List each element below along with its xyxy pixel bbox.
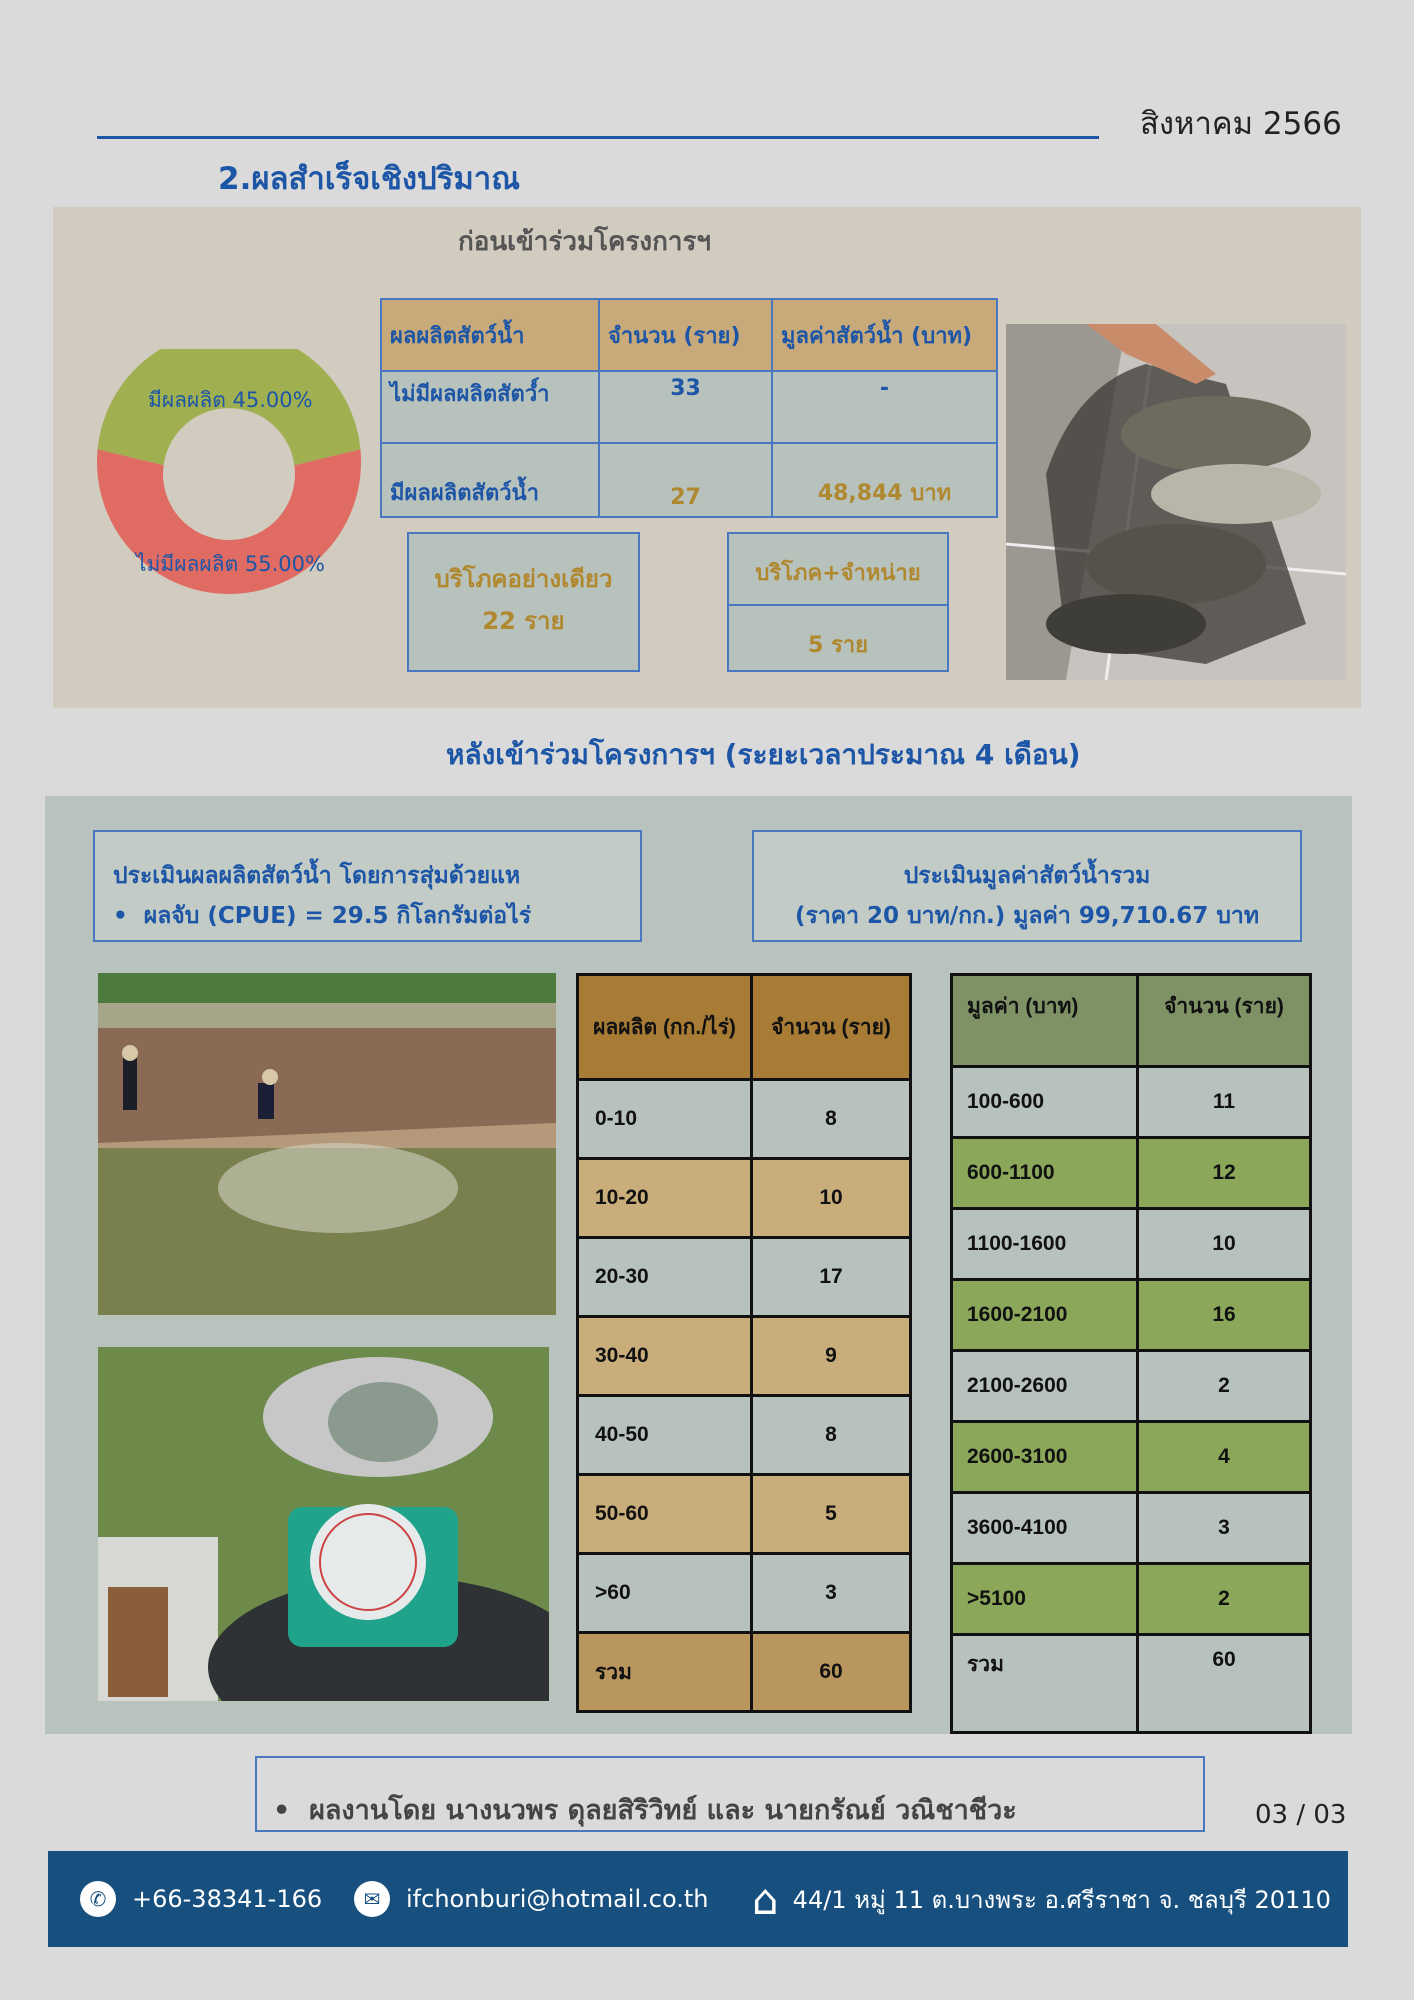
report-date: สิงหาคม 2566 (1140, 106, 1342, 142)
table-header-cell: มูลค่า (บาท) (952, 975, 1138, 1067)
table-cell: 40-50 (578, 1396, 752, 1475)
table-cell: 2 (1138, 1351, 1311, 1422)
section-title: 2.ผลสำเร็จเชิงปริมาณ (218, 161, 520, 197)
table-cell: 600-1100 (952, 1138, 1138, 1209)
table-row (381, 443, 997, 517)
fish-catch-photo (1006, 324, 1346, 680)
table-cell: 30-40 (578, 1317, 752, 1396)
table-cell: 33 (599, 371, 772, 443)
bullet-icon: • (113, 903, 144, 929)
table-header-cell: จำนวน (ราย) (599, 299, 772, 371)
value-evaluation-total: (ราคา 20 บาท/กก.) มูลค่า 99,710.67 บาท (794, 903, 1260, 929)
home-icon: ⌂ (752, 1874, 779, 1924)
value-evaluation-box (752, 830, 1302, 942)
table-cell: 2600-3100 (952, 1422, 1138, 1493)
table-total-row (578, 1633, 911, 1712)
phone-icon: ✆ (80, 1881, 116, 1917)
header-divider (97, 136, 1099, 139)
table-row (952, 1493, 1311, 1564)
table-row (952, 1067, 1311, 1138)
table-cell: 3600-4100 (952, 1493, 1138, 1564)
table-cell: 60 (752, 1633, 911, 1712)
bullet-icon: • (273, 1795, 310, 1826)
fish-scale-photo (98, 1347, 549, 1701)
table-row (952, 1138, 1311, 1209)
table-cell: 8 (752, 1080, 911, 1159)
table-cell: 8 (752, 1396, 911, 1475)
table-cell: รวม (952, 1635, 1138, 1733)
table-header-cell: ผลผลิตสัตว์น้ำ (381, 299, 599, 371)
table-row (578, 1396, 911, 1475)
production-distribution-table (576, 973, 912, 1713)
cast-net-pond-photo (98, 973, 556, 1315)
table-cell: 2100-2600 (952, 1351, 1138, 1422)
table-row (952, 1209, 1311, 1280)
table-row (952, 1564, 1311, 1635)
table-cell: 10-20 (578, 1159, 752, 1238)
table-cell: 17 (752, 1238, 911, 1317)
value-evaluation-title: ประเมินมูลค่าสัตว์น้ำรวม (903, 863, 1151, 889)
table-cell: ไม่มีผลผลิตสัตว์ำ (381, 371, 599, 443)
table-row (578, 1238, 911, 1317)
table-cell: 0-10 (578, 1080, 752, 1159)
table-row (952, 1422, 1311, 1493)
table-cell: 100-600 (952, 1067, 1138, 1138)
table-row (578, 1080, 911, 1159)
footer-address (752, 1851, 1331, 1947)
table-cell: 9 (752, 1317, 911, 1396)
table-row (381, 371, 997, 443)
before-heading: ก่อนเข้าร่วมโครงการฯ (458, 227, 712, 257)
table-row (952, 1351, 1311, 1422)
table-cell: 11 (1138, 1067, 1311, 1138)
table-row (578, 1475, 911, 1554)
table-cell: - (772, 371, 997, 443)
production-evaluation-box (93, 830, 642, 942)
table-row (952, 1280, 1311, 1351)
cpue-value: ผลจับ (CPUE) = 29.5 กิโลกรัมต่อไร่ (143, 903, 532, 929)
credit-box (255, 1756, 1205, 1832)
consume-sell-box (727, 532, 949, 672)
table-header-row (381, 299, 997, 371)
table-header-cell: มูลค่าสัตว์น้ำ (บาท) (772, 299, 997, 371)
table-row (578, 1317, 911, 1396)
contact-footer (48, 1851, 1348, 1947)
table-header-cell: จำนวน (ราย) (1138, 975, 1311, 1067)
table-cell: 3 (752, 1554, 911, 1633)
table-cell: 20-30 (578, 1238, 752, 1317)
table-cell: >5100 (952, 1564, 1138, 1635)
table-cell: 1100-1600 (952, 1209, 1138, 1280)
consume-only-label: บริโภคอย่างเดียว (434, 565, 613, 593)
table-total-row (952, 1635, 1311, 1733)
table-header-row (952, 975, 1311, 1067)
table-cell: 10 (1138, 1209, 1311, 1280)
address-text: 44/1 หมู่ 11 ต.บางพระ อ.ศรีราชา จ. ชลบุรี 20110 (792, 1885, 1331, 1914)
value-distribution-table (950, 973, 1312, 1734)
after-heading: หลังเข้าร่วมโครงการฯ (ระยะเวลาประมาณ 4 เดือน) (446, 738, 1081, 771)
table-cell: >60 (578, 1554, 752, 1633)
before-production-table (380, 298, 998, 518)
table-cell: 5 (752, 1475, 911, 1554)
credit-text: ผลงานโดย นางนวพร ดุลยสิริวิทย์ และ นายกรัณย์ วณิชาชีวะ (309, 1795, 1017, 1826)
consume-sell-value: 5 ราย (807, 633, 869, 658)
mail-icon: ✉ (354, 1881, 390, 1917)
donut-label-no-production: ไม่มีผลผลิต 55.00% (136, 552, 325, 576)
consume-only-box (407, 532, 640, 672)
footer-email[interactable] (354, 1851, 708, 1947)
table-cell: 12 (1138, 1138, 1311, 1209)
table-row (578, 1554, 911, 1633)
table-header-cell: ผลผลิต (กก./ไร่) (578, 975, 752, 1080)
page-number: 03 / 03 (1255, 1800, 1347, 1830)
table-cell: 16 (1138, 1280, 1311, 1351)
table-cell: 1600-2100 (952, 1280, 1138, 1351)
table-cell: 3 (1138, 1493, 1311, 1564)
table-header-row (578, 975, 911, 1080)
table-cell: รวม (578, 1633, 752, 1712)
table-cell: 60 (1138, 1635, 1311, 1733)
table-cell: มีผลผลิตสัตว์น้ำ (381, 443, 599, 517)
table-row (578, 1159, 911, 1238)
production-evaluation-title: ประเมินผลผลิตสัตว์น้ำ โดยการสุ่มด้วยแห (113, 863, 521, 889)
phone-number[interactable]: +66-38341-166 (132, 1885, 323, 1913)
table-cell: 50-60 (578, 1475, 752, 1554)
table-cell: 4 (1138, 1422, 1311, 1493)
table-cell: 10 (752, 1159, 911, 1238)
email-address[interactable]: ifchonburi@hotmail.co.th (406, 1885, 709, 1913)
table-cell: 48,844 บาท (772, 443, 997, 517)
footer-phone[interactable] (80, 1851, 322, 1947)
table-cell: 2 (1138, 1564, 1311, 1635)
consume-sell-label: บริโภค+จำหน่าย (729, 534, 947, 606)
consume-only-value: 22 ราย (482, 607, 565, 635)
table-header-cell: จำนวน (ราย) (752, 975, 911, 1080)
table-cell: 27 (599, 443, 772, 517)
donut-label-with-production: มีผลผลิต 45.00% (148, 388, 313, 412)
